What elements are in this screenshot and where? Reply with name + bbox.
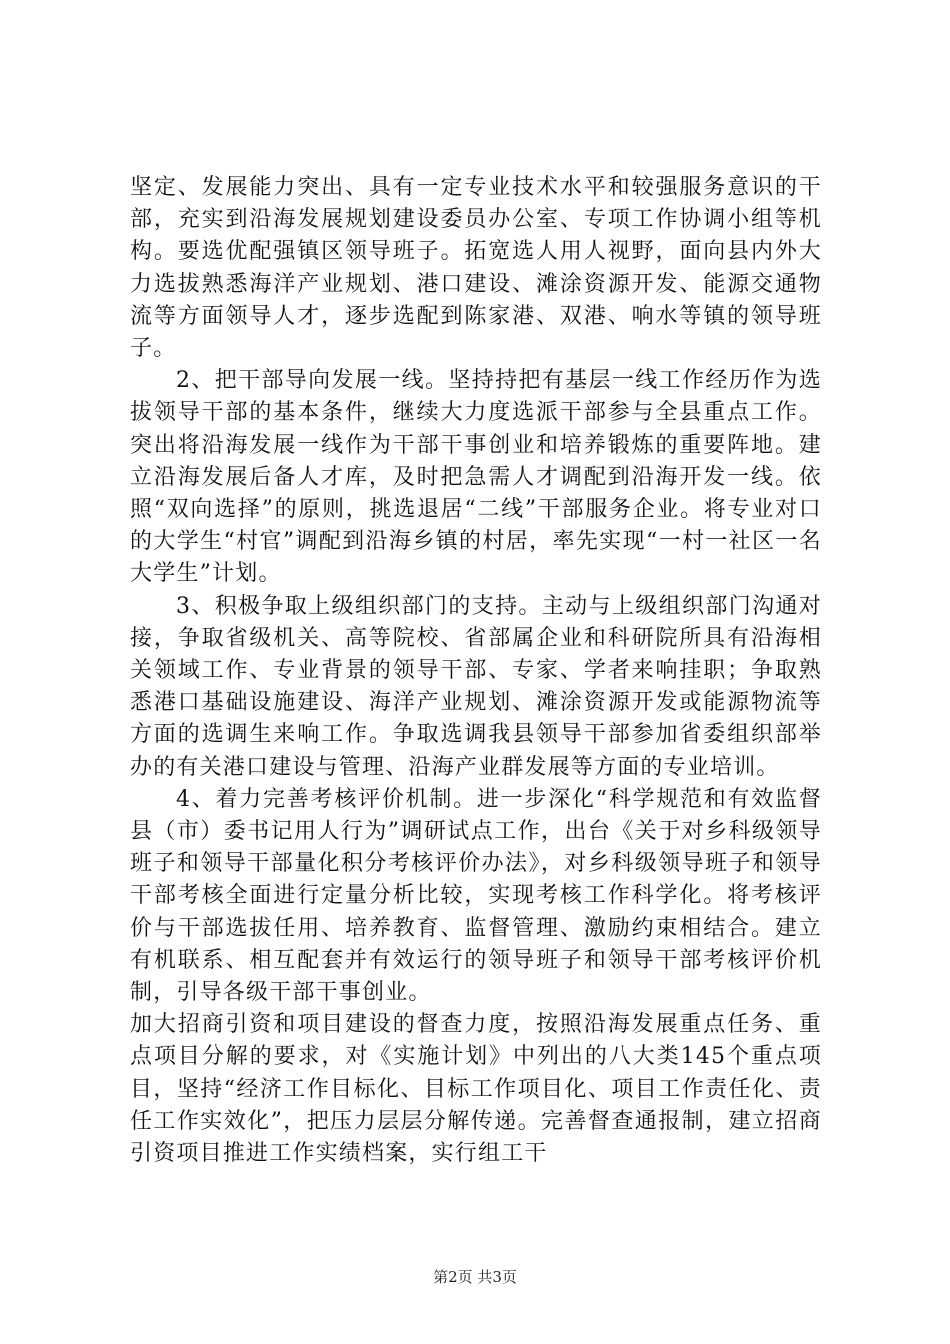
paragraph-3: 3、积极争取上级组织部门的支持。主动与上级组织部门沟通对接，争取省级机关、高等院校、省部属企业和科研院所具有沿海相关领域工作、专业背景的领导干部、专家、学者来响挂职；争取熟悉港口基础设施建设、海洋产业规划、滩涂资源开发或能源物流等方面的选调生来响工作。争取选调我县领导干部参加省委组织部举办的有关港口建设与管理、沿海产业群发展等方面的专业培训。: [130, 593, 822, 780]
document-body: [130, 172, 822, 1170]
paragraph-2: 2、把干部导向发展一线。坚持持把有基层一线工作经历作为选拔领导干部的基本条件，继续大力度选派干部参与全县重点工作。突出将沿海发展一线作为干部干事创业和培养锻炼的重要阵地。建立沿海发展后备人才库，及时把急需人才调配到沿海开发一线。依照“双向选择”的原则，挑选退居“二线”干部服务企业。将专业对口的大学生“村官”调配到沿海乡镇的村居，率先实现“一村一社区一名大学生”计划。: [130, 368, 822, 587]
paragraph-continued: 坚定、发展能力突出、具有一定专业技术水平和较强服务意识的干部，充实到沿海发展规划建设委员办公室、专项工作协调小组等机构。要选优配强镇区领导班子。拓宽选人用人视野，面向县内外大力选拔熟悉海洋产业规划、港口建设、滩涂资源开发、能源交通物流等方面领导人才，逐步选配到陈家港、双港、响水等镇的领导班子。: [130, 175, 822, 362]
paragraph-5: 加大招商引资和项目建设的督查力度，按照沿海发展重点任务、重点项目分解的要求，对《实施计划》中列出的八大类145个重点项目，坚持“经济工作目标化、目标工作项目化、项目工作责任化、责任工作实效化”，把压力层层分解传递。完善督查通报制，建立招商引资项目推进工作实绩档案，实行组工干: [130, 1012, 822, 1167]
page-footer: 第2页 共3页: [433, 1268, 517, 1286]
paragraph-4: 4、着力完善考核评价机制。进一步深化“科学规范和有效监督县（市）委书记用人行为”调研试点工作，出台《关于对乡科级领导班子和领导干部量化积分考核评价办法》，对乡科级领导班子和领导干部考核全面进行定量分析比较，实现考核工作科学化。将考核评价与干部选拔任用、培养教育、监督管理、激励约束相结合。建立有机联系、相互配套并有效运行的领导班子和领导干部考核评价机制，引导各级干部干事创业。: [130, 786, 822, 1006]
